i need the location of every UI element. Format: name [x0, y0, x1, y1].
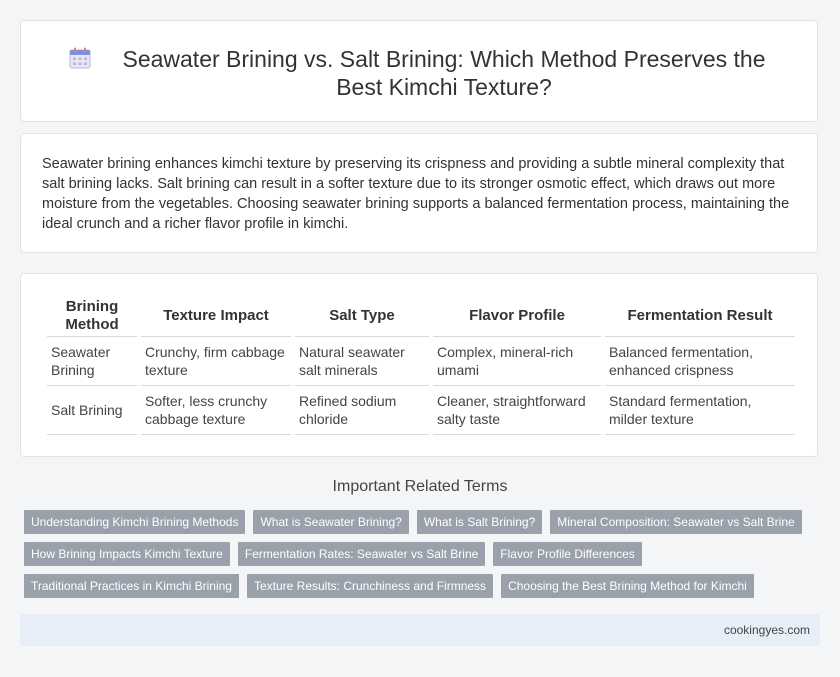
related-term-tag[interactable]: Mineral Composition: Seawater vs Salt Brine: [550, 510, 801, 534]
summary-text: Seawater brining enhances kimchi texture by preserving its crispness and providing a subtle mineral complexity that salt brining lacks. Salt brining can result in a softer texture due to its stronger osmotic effect, which draws out more moisture from the vegetables. Choosing seawater brining supports a balanced fermentation process, maintaining the ideal crunch and a richer flavor profile in kimchi.: [42, 156, 790, 232]
table-cell: Refined sodium chloride: [295, 386, 429, 435]
table-cell: Cleaner, straightforward salty taste: [433, 386, 601, 435]
summary-card: [20, 133, 818, 253]
related-term-tag[interactable]: Fermentation Rates: Seawater vs Salt Brine: [238, 542, 485, 566]
table-cell: Complex, mineral-rich umami: [433, 337, 601, 386]
table-cell: Seawater Brining: [47, 337, 137, 386]
footer-site-link[interactable]: cookingyes.com: [723, 623, 810, 637]
table-header-row: [47, 296, 795, 337]
table-cell: Balanced fermentation, enhanced crispness: [605, 337, 795, 386]
table-cell: Natural seawater salt minerals: [295, 337, 429, 386]
table-cell: Standard fermentation, milder texture: [605, 386, 795, 435]
column-header: Flavor Profile: [433, 296, 601, 337]
tag-row: [24, 510, 804, 534]
table-cell: Salt Brining: [47, 386, 137, 435]
footer: [20, 614, 820, 646]
related-term-tag[interactable]: Traditional Practices in Kimchi Brining: [24, 574, 239, 598]
table-cell: Crunchy, firm cabbage texture: [141, 337, 291, 386]
tag-row: [24, 574, 804, 598]
column-header: Brining Method: [47, 296, 137, 337]
column-header: Fermentation Result: [605, 296, 795, 337]
column-header: Texture Impact: [141, 296, 291, 337]
related-term-tag[interactable]: What is Seawater Brining?: [253, 510, 408, 534]
calendar-icon: [68, 46, 92, 70]
related-term-tag[interactable]: Choosing the Best Brining Method for Kimchi: [501, 574, 754, 598]
related-term-tag[interactable]: Understanding Kimchi Brining Methods: [24, 510, 245, 534]
table-cell: Softer, less crunchy cabbage texture: [141, 386, 291, 435]
comparison-table: [43, 296, 799, 435]
title-card: [20, 20, 818, 122]
related-term-tag[interactable]: How Brining Impacts Kimchi Texture: [24, 542, 230, 566]
table-row: [47, 386, 795, 435]
page-title: Seawater Brining vs. Salt Brining: Which Method Preserves the Best Kimchi Texture?: [122, 46, 766, 100]
column-header: Salt Type: [295, 296, 429, 337]
table-row: [47, 337, 795, 386]
comparison-table-card: [20, 273, 818, 457]
related-term-tag[interactable]: Flavor Profile Differences: [493, 542, 642, 566]
related-term-tag[interactable]: What is Salt Brining?: [417, 510, 542, 534]
related-term-tag[interactable]: Texture Results: Crunchiness and Firmness: [247, 574, 493, 598]
related-terms-list: [24, 510, 804, 606]
tag-row: [24, 542, 804, 566]
related-terms-heading: Important Related Terms: [332, 478, 508, 495]
